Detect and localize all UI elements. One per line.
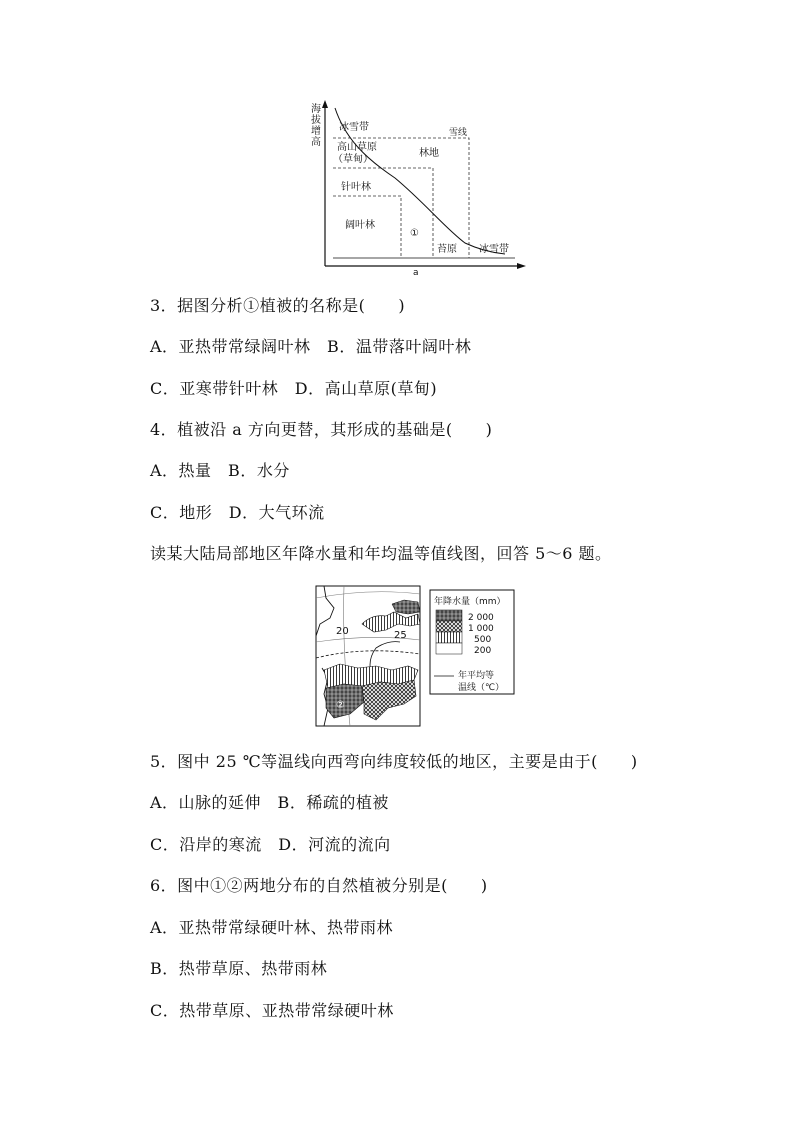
legend-value: 1 000 (468, 624, 494, 634)
legend-swatch-1000 (436, 621, 462, 632)
zone-alpine-meadow: 高山草原 (337, 142, 377, 153)
isotherm-label-20: 20 (336, 626, 349, 637)
section-intro: 读某大陆局部地区年降水量和年均温等值线图，回答 5～6 题。 (150, 544, 612, 563)
legend-isotherm-label-2: 温线（℃） (458, 683, 505, 693)
zone-broadleaf: 阔叶林 (345, 220, 375, 231)
x-axis-label: a (413, 268, 419, 278)
question-4-stem: 4．植被沿 a 方向更替，其形成的基础是( ) (150, 420, 493, 439)
legend-swatch-2000 (436, 610, 462, 621)
y-axis-label-char: 海 (311, 104, 321, 115)
precipitation-isotherm-map (314, 584, 518, 728)
x-axis-arrow (517, 263, 526, 269)
area-label-2: ② (336, 700, 345, 711)
question-3-options-ab: A．亚热带常绿阔叶林 B．温带落叶阔叶林 (150, 337, 472, 356)
question-4-options-cd: C．地形 D．大气环流 (150, 503, 325, 522)
legend-value: 2 000 (468, 613, 494, 623)
question-5-options-ab: A．山脉的延伸 B．稀疏的植被 (150, 793, 389, 812)
y-axis-label-char: 拔 (311, 115, 321, 126)
legend-title: 年降水量（mm） (434, 597, 506, 607)
legend-swatch-200 (436, 643, 462, 654)
legend-swatch-500 (436, 632, 462, 643)
zone-ice-snow-top: 冰雪带 (339, 122, 369, 133)
zone-forest-land: 林地 (419, 148, 439, 159)
legend-value: 200 (474, 646, 492, 656)
question-6-stem: 6．图中①②两地分布的自然植被分别是( ) (150, 876, 488, 895)
question-3-options-cd: C．亚寒带针叶林 D．高山草原(草甸) (150, 379, 438, 398)
question-6-option-b: B．热带草原、热带雨林 (150, 959, 328, 978)
y-axis-label-char: 增 (311, 126, 321, 137)
y-axis-label-char: 高 (311, 137, 321, 148)
zone-conifer: 针叶林 (341, 182, 371, 193)
legend-value: 500 (474, 635, 492, 645)
question-5-stem: 5．图中 25 ℃等温线向西弯向纬度较低的地区，主要是由于( ) (150, 752, 638, 771)
legend-isotherm-label: 年平均等 (458, 671, 495, 681)
question-6-option-a: A．亚热带常绿硬叶林、热带雨林 (150, 918, 394, 937)
question-6-option-c: C．热带草原、亚热带常绿硬叶林 (150, 1001, 394, 1020)
y-axis-arrow (322, 100, 328, 108)
vegetation-altitude-diagram (305, 98, 530, 278)
zone-unknown-1: ① (410, 228, 419, 239)
isotherm-label-25: 25 (394, 630, 407, 641)
zone-alpine-meadow-note: （草甸） (333, 154, 373, 165)
question-4-options-ab: A．热量 B．水分 (150, 461, 290, 480)
zone-moss: 苔原 (437, 244, 457, 255)
question-3-stem: 3．据图分析①植被的名称是( ) (150, 296, 406, 315)
question-5-options-cd: C．沿岸的寒流 D．河流的流向 (150, 835, 391, 854)
zone-ice-snow-bottom: 冰雪带 (479, 244, 509, 255)
zone-snow-line: 雪线 (449, 128, 468, 138)
